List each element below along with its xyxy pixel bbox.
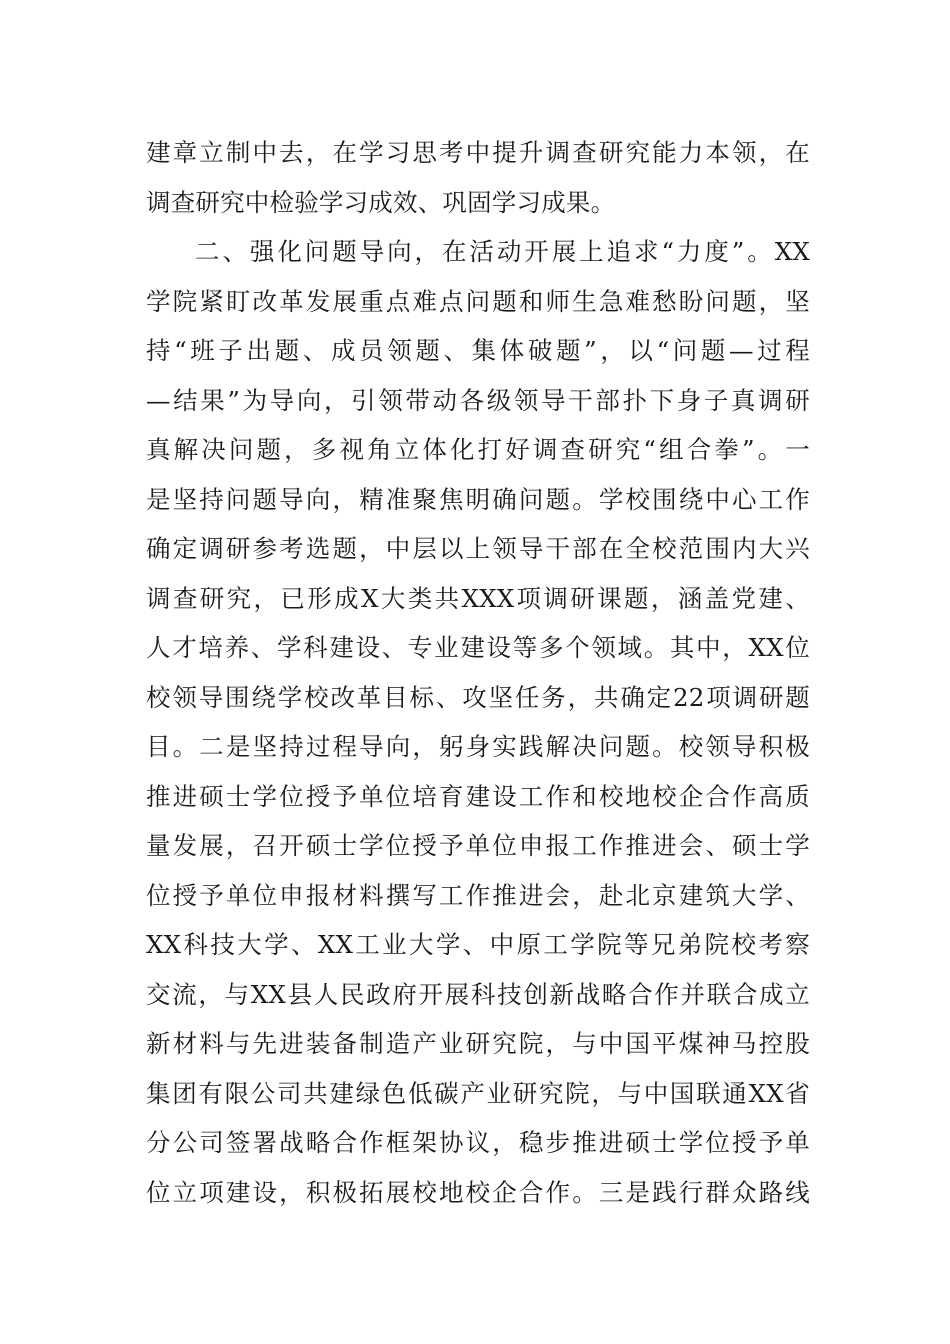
text-line: —结果”为导向，引领带动各级领导干部扑下身子真调研 bbox=[146, 385, 810, 415]
text-line: 目。二是坚持过程导向，躬身实践解决问题。校领导积极 bbox=[146, 732, 810, 761]
text-line: 人才培养、学科建设、专业建设等多个领域。其中，XX位 bbox=[146, 633, 810, 662]
text-line: 位授予单位申报材料撰写工作推进会，赴北京建筑大学、 bbox=[146, 880, 810, 910]
text-line: 量发展，召开硕士学位授予单位申报工作推进会、硕士学 bbox=[146, 831, 810, 860]
text-line: 真解决问题，多视角立体化打好调查研究“组合拳”。一 bbox=[146, 435, 810, 464]
text-line: 位立项建设，积极拓展校地校企合作。三是践行群众路线 bbox=[146, 1177, 810, 1207]
text-line: 分公司签署战略合作框架协议，稳步推进硕士学位授予单 bbox=[146, 1128, 810, 1157]
text-line: 集团有限公司共建绿色低碳产业研究院，与中国联通XX省 bbox=[146, 1078, 810, 1108]
text-line: 持“班子出题、成员领题、集体破题”，以“问题—过程 bbox=[146, 336, 810, 365]
text-line: 调查研究中检验学习成效、巩固学习成果。 bbox=[146, 187, 616, 217]
body-text bbox=[146, 128, 810, 1217]
paragraph-first-line: 二、强化问题导向，在活动开展上追求“力度”。XX bbox=[195, 237, 810, 266]
text-line: 是坚持问题导向，精准聚焦明确问题。学校围绕中心工作 bbox=[146, 484, 810, 514]
text-line: 校领导围绕学校改革目标、攻坚任务，共确定22项调研题 bbox=[146, 682, 810, 712]
text-line: 学院紧盯改革发展重点难点问题和师生急难愁盼问题，坚 bbox=[146, 286, 810, 316]
text-line: XX科技大学、XX工业大学、中原工学院等兄弟院校考察 bbox=[146, 930, 810, 959]
text-line: 建章立制中去，在学习思考中提升调查研究能力本领，在 bbox=[146, 138, 810, 167]
text-line: 推进硕士学位授予单位培育建设工作和校地校企合作高质 bbox=[146, 781, 810, 811]
text-line: 调查研究，已形成X大类共XXX项调研课题，涵盖党建、 bbox=[146, 583, 810, 613]
text-line: 确定调研参考选题，中层以上领导干部在全校范围内大兴 bbox=[146, 534, 810, 563]
text-line: 交流，与XX县人民政府开展科技创新战略合作并联合成立 bbox=[146, 979, 810, 1009]
text-line: 新材料与先进装备制造产业研究院，与中国平煤神马控股 bbox=[146, 1029, 810, 1058]
